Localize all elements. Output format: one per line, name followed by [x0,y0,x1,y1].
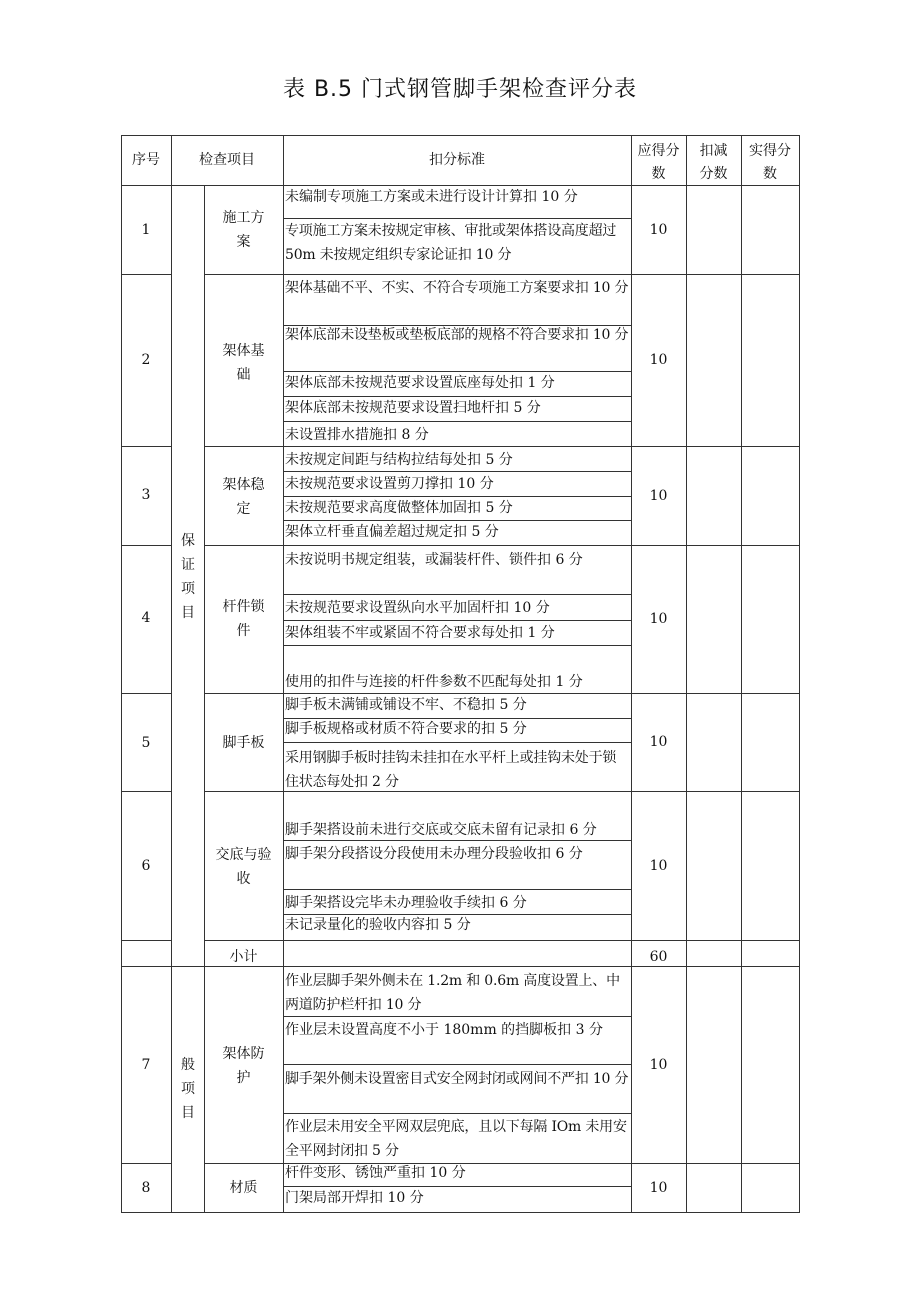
deduction-standard: 未按规范要求高度做整体加固扣 5 分 [285,500,513,516]
row-rule [204,274,800,275]
row-due-score: 10 [649,1180,668,1196]
row-due-score: 10 [649,1057,668,1073]
row-rule [121,1163,171,1164]
row-due-score: 10 [649,352,668,368]
col-rule [171,135,172,1212]
std-rule [283,1064,631,1065]
std-rule [283,645,631,646]
row-due-score: 60 [649,949,668,965]
row-item: 收 [236,871,251,887]
deduction-standard: 脚手架搭设前未进行交底或交底未留有记录扣 6 分 [285,822,597,838]
row-rule [121,545,171,546]
std-rule [283,471,631,472]
col-rule [741,135,742,1212]
deduction-standard: 未编制专项施工方案或未进行设计计算扣 10 分 [285,189,578,205]
deduction-standard: 脚手板规格或材质不符合要求的扣 5 分 [285,721,527,737]
table-border-left [121,135,122,1212]
deduction-standard: 作业层未用安全平网双层兜底，且以下每隔 IOm 未用安全平网封闭扣 5 分 [285,1119,627,1159]
row-item: 础 [236,367,251,383]
group-label-guarantee: 保 [181,533,195,549]
row-due-score: 10 [649,858,668,874]
row-item: 小计 [229,949,258,965]
header-actual-score: 数 [763,166,777,182]
row-rule [121,693,171,694]
row-rule [204,545,800,546]
row-rule [204,940,800,941]
deduction-standard: 未按规范要求设置纵向水平加固杆扣 10 分 [285,600,550,616]
deduction-standard: 未设置排水措施扣 8 分 [285,427,429,443]
deduction-standard: 使用的扣件与连接的杆件参数不匹配每处扣 1 分 [285,674,583,690]
row-seq: 8 [141,1180,151,1196]
row-rule [121,940,171,941]
table-border-right [799,135,800,1212]
header-item: 检查项目 [199,152,255,168]
deduction-standard: 架体底部未按规范要求设置扫地杆扣 5 分 [285,400,541,416]
row-item: 架体基 [222,343,265,359]
deduction-standard: 作业层脚手架外侧未在 1.2m 和 0.6m 高度设置上、中两道防护栏杆扣 10 分 [285,973,620,1013]
group-label-general: 项 [181,1081,195,1097]
std-rule [283,742,631,743]
deduction-standard: 脚手架分段搭设分段使用未办理分段验收扣 6 分 [285,846,583,862]
deduction-standard: 架体组装不牢或紧固不符合要求每处扣 1 分 [285,625,555,641]
deduction-standard: 未按说明书规定组装，或漏装杆件、锁件扣 6 分 [285,552,583,568]
deduction-standard: 架体基础不平、不实、不符合专项施工方案要求扣 10 分 [285,280,629,296]
group-label-general: 目 [181,1105,195,1121]
std-rule [283,1113,631,1114]
row-item: 架体防 [222,1046,265,1062]
row-due-score: 10 [649,611,668,627]
group-label-general: 般 [181,1057,195,1073]
deduction-standard: 架体底部未按规范要求设置底座每处扣 1 分 [285,375,555,391]
row-item: 件 [236,623,251,639]
row-seq: 2 [141,352,151,368]
row-rule [121,791,171,792]
group-label-guarantee: 证 [181,557,195,573]
row-item: 脚手板 [222,735,265,751]
row-seq: 5 [141,735,151,751]
row-item: 定 [236,501,251,517]
table-border-top [121,135,800,136]
row-seq: 1 [141,222,151,238]
deduction-standard: 未记录量化的验收内容扣 5 分 [285,917,471,933]
deduction-standard: 未按规范要求设置剪刀撑扣 10 分 [285,476,494,492]
row-item: 材质 [229,1180,258,1196]
row-item: 护 [236,1070,251,1086]
row-item: 案 [236,234,251,250]
header-due-score: 数 [651,166,666,182]
deduction-standard: 脚手架搭设完毕未办理验收手续扣 6 分 [285,895,527,911]
std-rule [283,620,631,621]
row-rule [121,274,171,275]
deduction-standard: 架体立杆垂直偏差超过规定扣 5 分 [285,524,499,540]
deduction-standard: 杆件变形、锈蚀严重扣 10 分 [285,1165,466,1181]
row-rule [121,446,171,447]
group-label-guarantee: 项 [181,581,195,597]
deduction-standard: 脚手架外侧未设置密目式安全网封闭或网间不严扣 10 分 [285,1071,629,1087]
std-rule [283,889,631,890]
page-title: 表 B.5 门式钢管脚手架检查评分表 [282,77,638,102]
deduction-standard: 架体底部未设垫板或垫板底部的规格不符合要求扣 10 分 [285,327,629,343]
row-seq: 6 [141,858,151,874]
header-due-score: 应得分 [637,143,680,159]
group-label-guarantee: 目 [181,605,195,621]
std-rule [283,594,631,595]
row-seq: 7 [141,1057,151,1073]
col-rule [686,135,687,1212]
row-item: 施工方 [222,210,265,226]
header-standard: 扣分标准 [429,152,485,168]
row-due-score: 10 [649,222,668,238]
header-deduction: 分数 [699,166,728,182]
header-deduction: 扣减 [699,143,728,159]
col-rule [283,135,284,1212]
row-due-score: 10 [649,734,668,750]
col-rule [631,135,632,1212]
row-seq: 3 [141,487,151,503]
header-seq: 序号 [132,152,160,168]
header-actual-score: 实得分 [749,143,791,159]
row-item: 架体稳 [222,477,265,493]
row-seq: 4 [141,610,151,626]
row-item: 交底与验 [215,847,272,863]
row-due-score: 10 [649,488,668,504]
deduction-standard: 脚手板未满铺或铺设不牢、不稳扣 5 分 [285,697,527,713]
deduction-standard: 门架局部开焊扣 10 分 [285,1190,424,1206]
deduction-standard: 采用钢脚手板时挂钩未挂扣在水平杆上或挂钩未处于锁住状态每处扣 2 分 [285,750,617,790]
row-item: 杆件锁 [222,599,265,615]
std-rule [283,421,631,422]
deduction-standard: 专项施工方案未按规定审核、审批或架体搭设高度超过 50m 未按规定组织专家论证扣 10 分 [285,223,617,263]
col-rule [204,185,205,1212]
table-border-bottom [121,1212,800,1213]
deduction-standard: 作业层未设置高度不小于 180mm 的挡脚板扣 3 分 [285,1022,603,1038]
deduction-standard: 未按规定间距与结构拉结每处扣 5 分 [285,452,513,468]
row-rule [204,446,800,447]
